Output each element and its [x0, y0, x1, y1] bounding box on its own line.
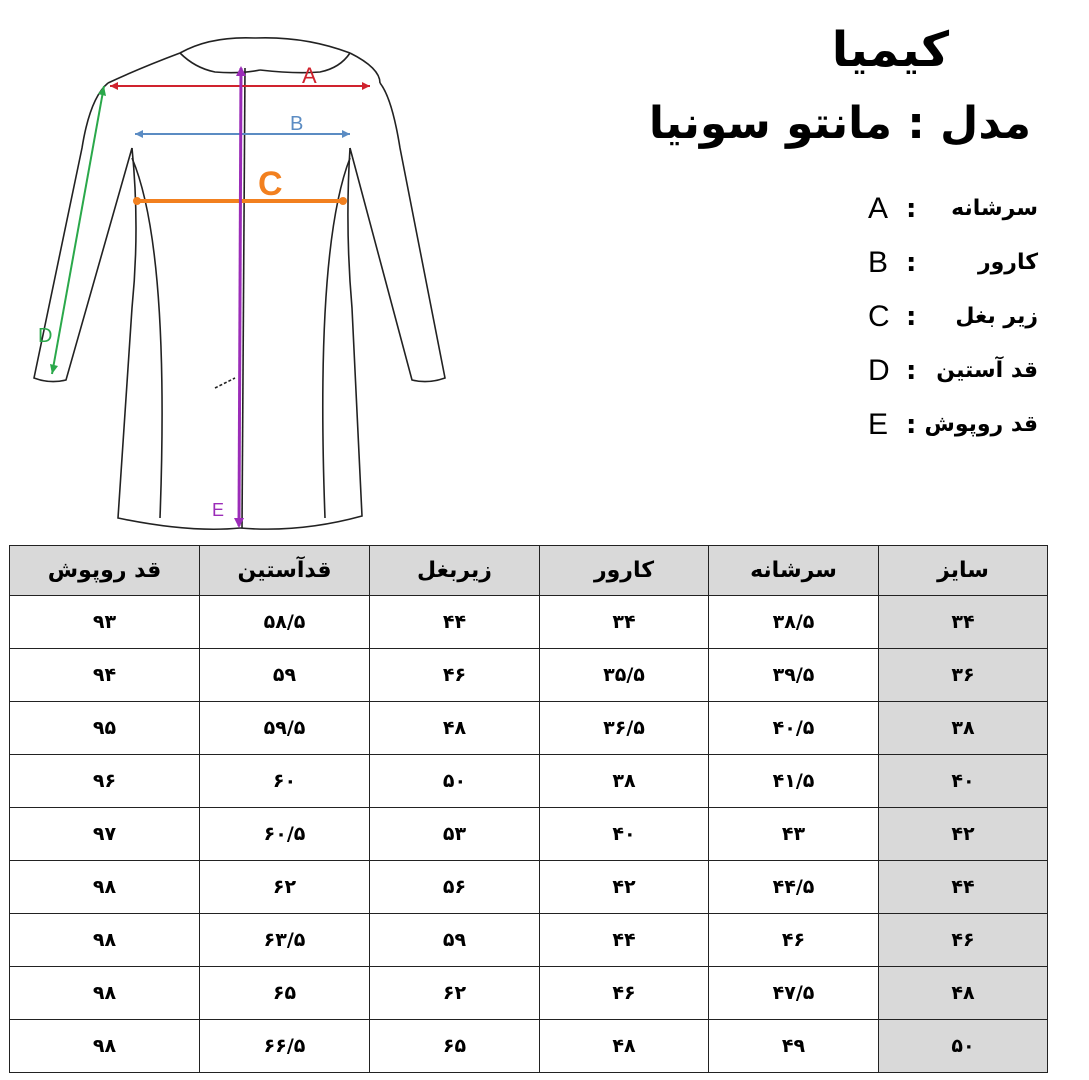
letter-a: A: [302, 63, 317, 88]
cell-sleeve-length: ۵۹/۵: [200, 702, 370, 755]
table-header-row: [10, 546, 1048, 596]
cell-shoulder: ۳۸/۵: [709, 596, 879, 649]
legend-colon: :: [906, 248, 917, 278]
model-title: مدل : مانتو سونیا: [648, 98, 1031, 149]
cell-size: ۳۴: [879, 596, 1048, 649]
cell-shoulder: ۳۹/۵: [709, 649, 879, 702]
cell-underarm: ۴۴: [370, 596, 540, 649]
table-row: [10, 649, 1048, 702]
legend-letter: C: [868, 300, 890, 333]
letter-d: D: [38, 325, 53, 347]
cell-sleeve-length: ۶۳/۵: [200, 914, 370, 967]
legend-colon: :: [906, 356, 917, 386]
letter-e: E: [212, 500, 225, 520]
cell-coat-length: ۹۸: [10, 1020, 200, 1073]
cell-back-width: ۴۴: [540, 914, 709, 967]
header-sleeve-length: قدآستین: [200, 546, 370, 596]
legend-label: قد آستین: [936, 358, 1038, 383]
cell-size: ۴۴: [879, 861, 1048, 914]
brand-title: کیمیا: [831, 22, 949, 78]
cell-sleeve-length: ۶۶/۵: [200, 1020, 370, 1073]
cell-underarm: ۵۳: [370, 808, 540, 861]
legend-colon: :: [906, 410, 917, 440]
cell-size: ۳۸: [879, 702, 1048, 755]
cell-back-width: ۴۶: [540, 967, 709, 1020]
cell-size: ۴۲: [879, 808, 1048, 861]
legend-letter: A: [868, 192, 889, 225]
cell-sleeve-length: ۶۰: [200, 755, 370, 808]
cell-underarm: ۵۶: [370, 861, 540, 914]
legend-item-a: [860, 192, 1060, 246]
cell-back-width: ۴۲: [540, 861, 709, 914]
cell-coat-length: ۹۴: [10, 649, 200, 702]
cell-underarm: ۶۲: [370, 967, 540, 1020]
table-row: [10, 755, 1048, 808]
cell-back-width: ۳۴: [540, 596, 709, 649]
cell-back-width: ۴۸: [540, 1020, 709, 1073]
cell-shoulder: ۴۱/۵: [709, 755, 879, 808]
legend-letter: D: [868, 354, 890, 387]
cell-back-width: ۴۰: [540, 808, 709, 861]
legend-colon: :: [906, 194, 917, 224]
header-size: سایز: [879, 546, 1048, 596]
table-row: [10, 861, 1048, 914]
cell-shoulder: ۴۴/۵: [709, 861, 879, 914]
cell-underarm: ۴۶: [370, 649, 540, 702]
legend-letter: E: [868, 408, 889, 441]
cell-shoulder: ۴۷/۵: [709, 967, 879, 1020]
cell-sleeve-length: ۶۲: [200, 861, 370, 914]
cell-sleeve-length: ۵۸/۵: [200, 596, 370, 649]
legend-label: قد روپوش: [924, 412, 1038, 437]
cell-sleeve-length: ۶۰/۵: [200, 808, 370, 861]
cell-shoulder: ۴۳: [709, 808, 879, 861]
measure-line-d: [50, 86, 106, 374]
measure-line-b: [135, 130, 350, 138]
measurement-legend: [860, 192, 1060, 462]
header-underarm: زیربغل: [370, 546, 540, 596]
cell-back-width: ۳۶/۵: [540, 702, 709, 755]
table-row: [10, 596, 1048, 649]
cell-coat-length: ۹۸: [10, 967, 200, 1020]
cell-size: ۴۸: [879, 967, 1048, 1020]
legend-item-d: [860, 354, 1060, 408]
coat-measurement-diagram: [20, 28, 460, 538]
letter-c: C: [258, 165, 283, 203]
cell-size: ۴۰: [879, 755, 1048, 808]
legend-letter: B: [868, 246, 889, 279]
cell-sleeve-length: ۶۵: [200, 967, 370, 1020]
cell-coat-length: ۹۷: [10, 808, 200, 861]
header-shoulder: سرشانه: [709, 546, 879, 596]
legend-item-e: [860, 408, 1060, 462]
legend-colon: :: [906, 302, 917, 332]
cell-coat-length: ۹۶: [10, 755, 200, 808]
table-row: [10, 967, 1048, 1020]
legend-label: زیر بغل: [955, 304, 1038, 329]
legend-item-c: [860, 300, 1060, 354]
legend-item-b: [860, 246, 1060, 300]
cell-coat-length: ۹۵: [10, 702, 200, 755]
cell-shoulder: ۴۹: [709, 1020, 879, 1073]
cell-back-width: ۳۵/۵: [540, 649, 709, 702]
table-row: [10, 914, 1048, 967]
cell-underarm: ۶۵: [370, 1020, 540, 1073]
cell-underarm: ۴۸: [370, 702, 540, 755]
cell-coat-length: ۹۳: [10, 596, 200, 649]
cell-back-width: ۳۸: [540, 755, 709, 808]
letter-b: B: [290, 113, 304, 135]
header-coat-length: قد روپوش: [10, 546, 200, 596]
cell-size: ۴۶: [879, 914, 1048, 967]
cell-shoulder: ۴۶: [709, 914, 879, 967]
cell-shoulder: ۴۰/۵: [709, 702, 879, 755]
cell-size: ۵۰: [879, 1020, 1048, 1073]
cell-underarm: ۵۹: [370, 914, 540, 967]
table-row: [10, 702, 1048, 755]
legend-label: سرشانه: [951, 196, 1038, 221]
cell-coat-length: ۹۸: [10, 914, 200, 967]
cell-sleeve-length: ۵۹: [200, 649, 370, 702]
cell-size: ۳۶: [879, 649, 1048, 702]
header-back-width: کارور: [540, 546, 709, 596]
cell-underarm: ۵۰: [370, 755, 540, 808]
table-row: [10, 808, 1048, 861]
table-row: [10, 1020, 1048, 1073]
legend-label: کارور: [977, 250, 1038, 275]
cell-coat-length: ۹۸: [10, 861, 200, 914]
size-table: [9, 545, 1048, 1073]
